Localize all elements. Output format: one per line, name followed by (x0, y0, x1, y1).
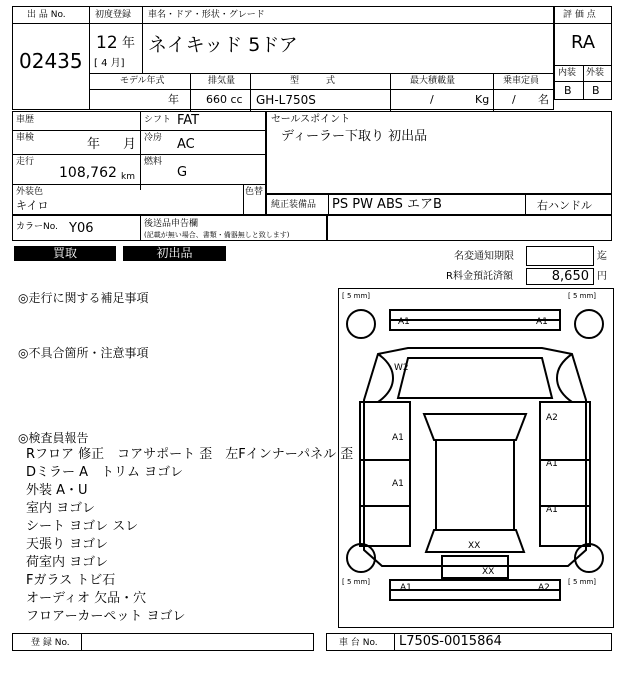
exterior-label: 外装 (586, 68, 605, 78)
recycle-fee-unit: 円 (597, 271, 607, 282)
tire-label-rear-left: [ 5 mm] (342, 578, 371, 586)
mark-rear-door-right: A1 (546, 505, 558, 515)
equipment-box (266, 194, 612, 215)
notice-deadline-label: 名変通知期限 (454, 251, 514, 262)
max-load-label: 最大積載量 (410, 76, 456, 86)
tire-label-front-left: [ 5 mm] (342, 292, 371, 300)
docs-label: 後送品申告欄 (144, 219, 199, 229)
inspector-line: Dミラー A トリム ヨゴレ (26, 465, 184, 480)
first-registration-month: [ 4 月] (94, 58, 125, 69)
lot-number: 02435 (19, 49, 83, 73)
interior-label: 内装 (558, 68, 577, 78)
model-year-unit: 年 (168, 93, 179, 106)
recycle-fee-amount: 8,650 (551, 269, 589, 284)
mark-rear-door-left: A1 (392, 479, 404, 489)
chassis-no-box (326, 633, 612, 651)
tire-rear-left (347, 544, 375, 572)
evaluation-box (554, 6, 612, 100)
ext-color-label: 外装色 (16, 187, 44, 197)
registration-no-label: 登 録 No. (31, 638, 70, 648)
tire-front-right (575, 310, 603, 338)
color-no-box (12, 215, 327, 241)
inspection-year-unit: 年 (87, 137, 101, 152)
evaluation-label: 評 価 点 (563, 10, 596, 20)
sales-point-label: セールスポイント (271, 114, 351, 125)
mark-fender-left: W2 (394, 363, 409, 373)
max-load-unit: Kg (475, 93, 490, 106)
inspector-report-title: ◎検査員報告 (18, 431, 89, 445)
max-load-slash: / (430, 93, 434, 106)
lot-number-label: 出 品 No. (27, 10, 66, 20)
inspector-line: Rフロア 修正 コアサポート 歪 左Fインナーパネル 歪 (26, 447, 354, 462)
history-label: 車歴 (16, 115, 35, 125)
capacity-label: 乗車定員 (503, 76, 540, 86)
model-year-label: モデル年式 (120, 76, 165, 86)
first-listing-badge: 初出品 (123, 246, 226, 261)
docs-extra-box (327, 215, 612, 241)
type-label: 型 式 (290, 76, 336, 86)
first-registration-year: 12 (96, 33, 118, 53)
notice-deadline-unit: 迄 (597, 251, 607, 262)
color-no-label: カラーNo. (16, 222, 58, 232)
steering-value: 右ハンドル (537, 199, 592, 212)
mark-rear-bumper-left: A1 (400, 583, 412, 593)
fuel-label: 燃料 (144, 157, 163, 167)
driving-notes-title: ◎走行に関する補足事項 (18, 291, 149, 305)
mark-roof-rear: XX (468, 541, 481, 551)
repaint-label: 色替 (245, 187, 264, 197)
fuel-value: G (177, 165, 188, 180)
shift-label: シフト (144, 115, 172, 125)
chassis-no-value: L750S-0015864 (399, 634, 502, 649)
capacity-slash: / (512, 93, 516, 106)
inspector-line: 天張り ヨゴレ (26, 537, 109, 552)
sales-point-box (266, 111, 612, 194)
equipment-value: PS PW ABS エアB (332, 197, 442, 212)
exterior-grade: B (592, 84, 600, 97)
inspector-line: 荷室内 ヨゴレ (26, 555, 109, 570)
roof (436, 440, 514, 530)
inspector-line: 外装 A・U (26, 483, 88, 498)
inspection-label: 車検 (16, 133, 35, 143)
car-header-box (89, 6, 554, 110)
mileage-label: 走行 (16, 157, 35, 167)
inspector-line: オーディオ 欠品・穴 (26, 591, 147, 606)
tire-label-front-right: [ 5 mm] (568, 292, 597, 300)
details-box (12, 111, 266, 215)
inspector-report-lines (26, 446, 353, 626)
inspector-line: フロアーカーペット ヨゴレ (26, 609, 186, 624)
inspector-line: Fガラス トビ石 (26, 573, 116, 588)
inspection-month-unit: 月 (123, 137, 137, 152)
recycle-fee-label: R料金預託済額 (446, 271, 513, 282)
tire-front-left (347, 310, 375, 338)
interior-grade: B (564, 84, 572, 97)
ac-label: 冷房 (144, 133, 163, 143)
mark-front-door-left: A1 (392, 433, 404, 443)
hood (398, 358, 552, 398)
mark-back-door: XX (482, 567, 495, 577)
first-registration-label: 初度登録 (95, 10, 132, 20)
car-damage-diagram (338, 288, 614, 628)
tire-label-rear-right: [ 5 mm] (568, 578, 597, 586)
right-front-door (540, 402, 590, 460)
ac-value: AC (177, 137, 195, 152)
chassis-no-label: 車 台 No. (339, 638, 378, 648)
left-rocker (360, 506, 410, 546)
color-no-value: Y06 (69, 221, 94, 236)
equipment-label: 純正装備品 (271, 200, 317, 210)
defect-notes-title: ◎不具合箇所・注意事項 (18, 346, 149, 360)
mark-front-door-right: A1 (546, 459, 558, 469)
notice-deadline-box (526, 246, 594, 266)
sales-point-text: ディーラー下取り 初出品 (281, 129, 428, 144)
lot-number-box (12, 6, 90, 110)
mark-fender-right: A2 (546, 413, 558, 423)
inspector-line: シート ヨゴレ スレ (26, 519, 139, 534)
displacement-value: 660 cc (206, 93, 243, 106)
inspector-line: 室内 ヨゴレ (26, 501, 96, 516)
body-outline (364, 348, 586, 566)
left-front-door (360, 402, 410, 460)
mark-rear-bumper-right: A2 (538, 583, 550, 593)
evaluation-score: RA (571, 32, 596, 53)
first-registration-year-unit: 年 (122, 36, 136, 51)
car-name: ネイキッド 5ドア (148, 34, 298, 56)
mark-front-bumper-right: A1 (536, 317, 548, 327)
windshield (424, 414, 526, 440)
displacement-label: 排気量 (208, 76, 236, 86)
capacity-unit: 名 (538, 93, 549, 106)
tire-rear-right (575, 544, 603, 572)
car-name-label: 車名・ドア・形状・グレード (148, 10, 265, 20)
mileage-value: 108,762 (59, 165, 117, 181)
docs-note: (記載が無い場合、書類・備器無しと致します) (144, 231, 290, 239)
type-value: GH-L750S (256, 93, 316, 107)
shift-value: FAT (177, 113, 200, 128)
registration-no-box (12, 633, 314, 651)
mark-front-bumper-left: A1 (398, 317, 410, 327)
recycle-fee-box (526, 268, 594, 285)
ext-color-value: キイロ (16, 199, 49, 212)
buy-badge: 買取 (14, 246, 116, 261)
mileage-unit: km (121, 172, 135, 182)
